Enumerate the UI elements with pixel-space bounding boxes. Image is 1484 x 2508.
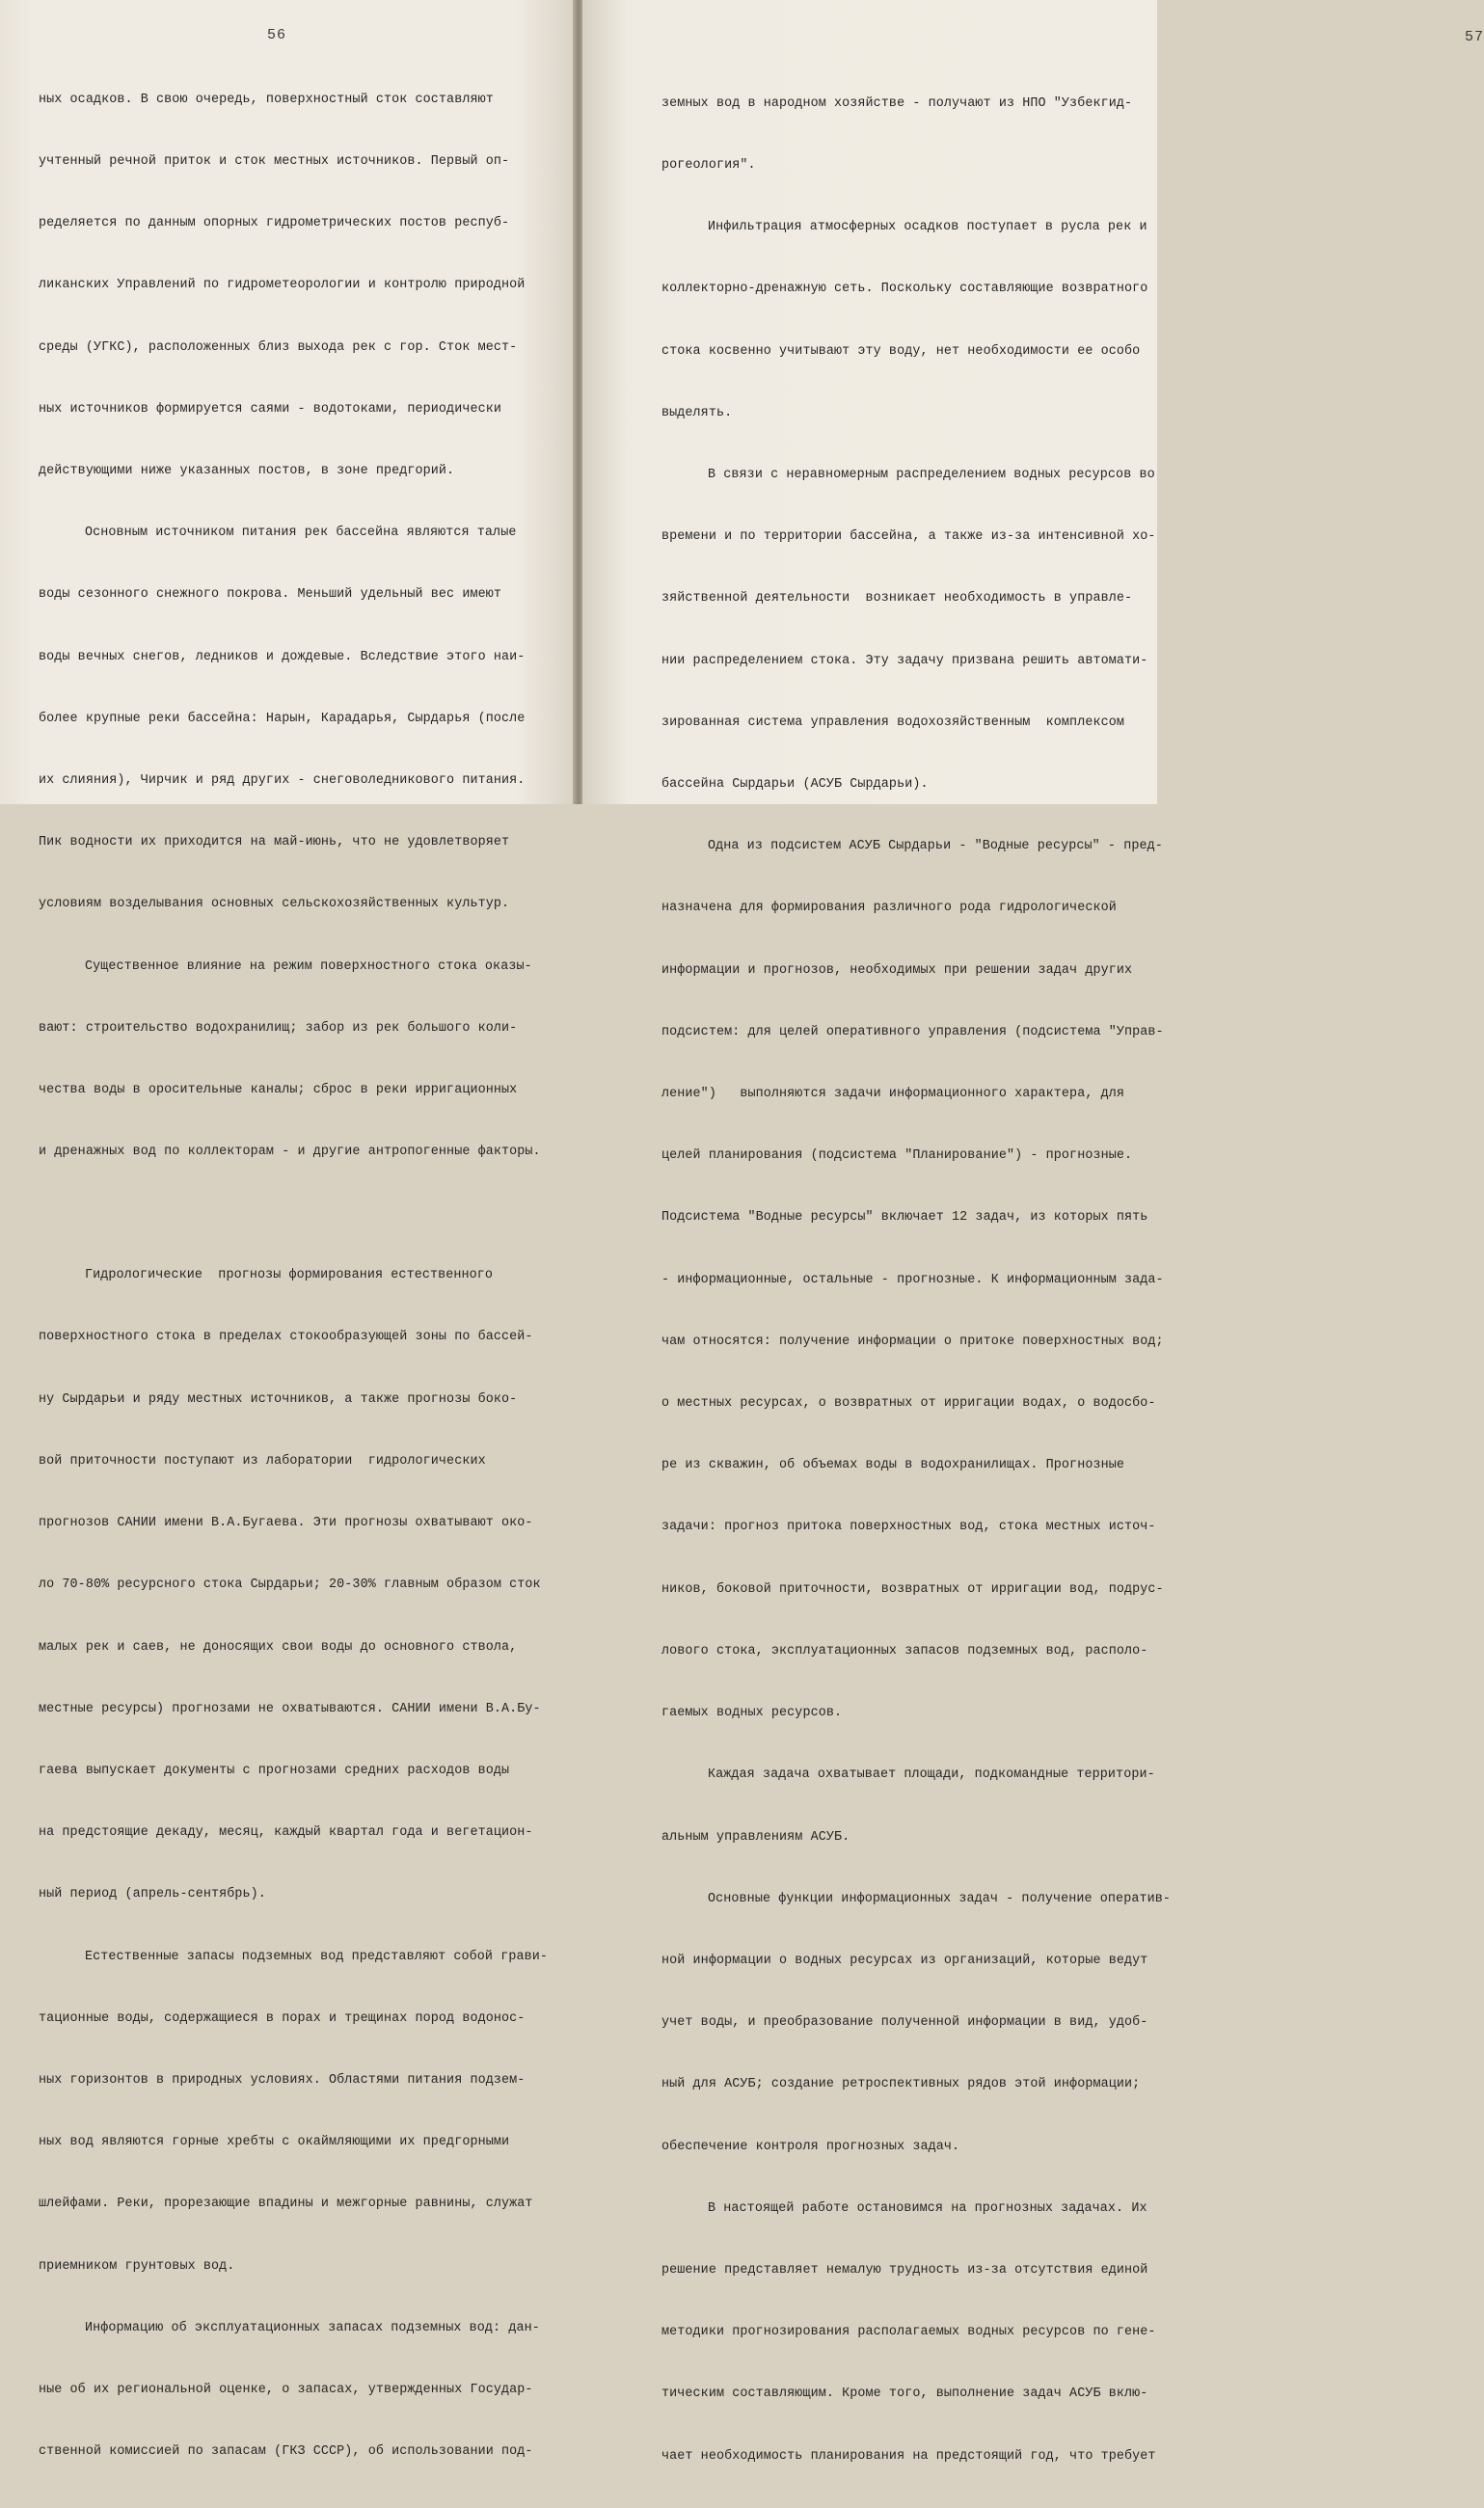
text-line: зированная система управления водохозяйственным комплексом [661, 715, 1125, 730]
text-line: нии распределением стока. Эту задачу призвана решить автомати- [661, 653, 1148, 668]
text-line: ных вод являются горные хребты с окаймляющими их предгорными [39, 2135, 510, 2150]
text-line: В связи с неравномерным распределением водных ресурсов во [708, 468, 1155, 483]
text-line: ределяется по данным опорных гидрометрических постов респуб- [39, 216, 510, 231]
text-line: Информацию об эксплуатационных запасах подземных вод: дан- [85, 2320, 540, 2335]
text-line: В настоящей работе остановимся на прогнозных задачах. Их [708, 2200, 1147, 2216]
text-line: вают: строительство водохранилищ; забор из рек большого коли- [39, 1020, 518, 1036]
text-line: коллекторно-дренажную сеть. Поскольку составляющие возвратного [661, 282, 1148, 297]
text-line: прогнозов САНИИ имени В.А.Бугаева. Эти прогнозы охватывают око- [39, 1516, 533, 1531]
text-line: ный период (апрель-сентябрь). [39, 1887, 266, 1902]
right-page [582, 0, 1484, 2464]
text-line: - информационные, остальные - прогнозные. К информационным зада- [661, 1272, 1164, 1287]
text-line: ственной комиссией по запасам (ГКЗ СССР), об использовании под- [39, 2444, 533, 2460]
text-line: ление") выполняются задачи информационного характера, для [661, 1087, 1125, 1102]
text-line: и дренажных вод по коллекторам - и другие антропогенные факторы. [39, 1145, 541, 1160]
text-line: поверхностного стока в пределах стокообразующей зоны по бассей- [39, 1330, 533, 1345]
text-line: малых рек и саев, не доносящих свои воды до основного ствола, [39, 1639, 518, 1655]
text-line: гаева выпускает документы с прогнозами средних расходов воды [39, 1763, 510, 1778]
text-line: гаемых водных ресурсов. [661, 1706, 843, 1721]
text-line: ре из скважин, об объемах воды в водохранилищах. Прогнозные [661, 1458, 1125, 1473]
text-line: ные об их региональной оценке, о запасах, утвержденных Государ- [39, 2382, 533, 2397]
text-line: Естественные запасы подземных вод представляют собой грави- [85, 1949, 549, 1964]
text-line: местные ресурсы) прогнозами не охватываются. САНИИ имени В.А.Бу- [39, 1701, 541, 1716]
text-line: решение представляет немалую трудность из-за отсутствия единой [661, 2262, 1148, 2278]
text-line: ников, боковой приточности, возвратных от ирригации вод, подрус- [661, 1581, 1164, 1597]
text-line: земных вод в народном хозяйстве - получают из НПО "Узбекгид- [661, 95, 1133, 111]
text-line: учет воды, и преобразование полученной информации в вид, удоб- [661, 2015, 1148, 2031]
page-number: 56 [267, 27, 287, 43]
text-line: на предстоящие декаду, месяц, каждый квартал года и вегетацион- [39, 1825, 533, 1841]
text-line: ных источников формируется саями - водотоками, периодически [39, 401, 502, 417]
text-line: среды (УГКС), расположенных близ выхода рек с гор. Сток мест- [39, 339, 518, 355]
page-number: 57 [1465, 29, 1484, 45]
text-line: ло 70-80% ресурсного стока Сырдарьи; 20-30% главным образом сток [39, 1578, 541, 1593]
text-line: воды сезонного снежного покрова. Меньший удельный вес имеют [39, 587, 502, 603]
text-line: Гидрологические прогнозы формирования естественного [85, 1268, 494, 1283]
text-line: Подсистема "Водные ресурсы" включает 12 задач, из которых пять [661, 1210, 1148, 1226]
text-line: Каждая задача охватывает площади, подкомандные территори- [708, 1767, 1155, 1783]
text-line: ный для АСУБ; создание ретроспективных рядов этой информации; [661, 2077, 1141, 2092]
text-line: задачи: прогноз притока поверхностных вод, стока местных источ- [661, 1520, 1156, 1535]
text-line: обеспечение контроля прогнозных задач. [661, 2139, 960, 2154]
text-line: целей планирования (подсистема "Планирование") - прогнозные. [661, 1148, 1133, 1164]
text-line: Пик водности их приходится на май-июнь, что не удовлетворяет [39, 835, 510, 850]
text-line: стока косвенно учитывают эту воду, нет необходимости ее особо [661, 343, 1141, 359]
text-line: альным управлениям АСУБ. [661, 1829, 850, 1845]
text-line: выделять. [661, 405, 733, 420]
text-line: тическим составляющим. Кроме того, выполнение задач АСУБ вклю- [661, 2387, 1148, 2402]
text-line: воды вечных снегов, ледников и дождевые. Вследствие этого наи- [39, 649, 526, 664]
text-line: о местных ресурсах, о возвратных от ирригации водах, о водосбо- [661, 1396, 1156, 1412]
text-line: условиям возделывания основных сельскохозяйственных культур. [39, 897, 510, 912]
page-text [661, 52, 1171, 2508]
text-line: чества воды в оросительные каналы; сброс в реки ирригационных [39, 1083, 518, 1098]
text-line: действующими ниже указанных постов, в зоне предгорий. [39, 464, 455, 479]
text-line: лового стока, эксплуатационных запасов подземных вод, располо- [661, 1643, 1148, 1659]
text-line: учтенный речной приток и сток местных источников. Первый оп- [39, 154, 510, 170]
text-line: Инфильтрация атмосферных осадков поступает в русла рек и [708, 220, 1147, 235]
text-line: приемником грунтовых вод. [39, 2258, 235, 2274]
text-line: подсистем: для целей оперативного управления (подсистема "Управ- [661, 1024, 1164, 1039]
page-text [39, 48, 548, 2503]
text-line: ных осадков. В свою очередь, поверхностный сток составляют [39, 92, 494, 107]
text-line: информации и прогнозов, необходимых при решении задач других [661, 962, 1133, 978]
text-line: бассейна Сырдарьи (АСУБ Сырдарьи). [661, 777, 929, 793]
text-line: методики прогнозирования располагаемых водных ресурсов по гене- [661, 2325, 1156, 2340]
text-line: зяйственной деятельности возникает необходимость в управле- [661, 591, 1133, 607]
paragraph-gap [39, 1203, 548, 1224]
text-line: времени и по территории бассейна, а также из-за интенсивной хо- [661, 529, 1156, 545]
text-line: назначена для формирования различного рода гидрологической [661, 901, 1117, 916]
text-line: рогеология". [661, 158, 756, 174]
text-line: вой приточности поступают из лаборатории гидрологических [39, 1453, 486, 1469]
text-line: Основные функции информационных задач - получение оператив- [708, 1891, 1172, 1906]
text-line: чает необходимость планирования на предстоящий год, что требует [661, 2448, 1156, 2464]
left-page [0, 0, 575, 2460]
text-line: шлейфами. Реки, прорезающие впадины и межгорные равнины, служат [39, 2197, 533, 2212]
text-line: их слияния), Чирчик и ряд других - снеговоледникового питания. [39, 773, 526, 789]
text-line: Основным источником питания рек бассейна являются талые [85, 526, 517, 541]
text-line: ну Сырдарьи и ряду местных источников, а также прогнозы боко- [39, 1391, 518, 1407]
text-line: Существенное влияние на режим поверхностного стока оказы- [85, 958, 532, 974]
text-line: тационные воды, содержащиеся в порах и трещинах пород водонос- [39, 2010, 526, 2026]
text-line: ликанских Управлений по гидрометеорологии и контролю природной [39, 278, 526, 293]
text-line: более крупные реки бассейна: Нарын, Карадарья, Сырдарья (после [39, 711, 526, 726]
text-line: ной информации о водных ресурсах из организаций, которые ведут [661, 1953, 1148, 1968]
text-line: ных горизонтов в природных условиях. Областями питания подзем- [39, 2072, 526, 2088]
text-line: чам относятся: получение информации о притоке поверхностных вод; [661, 1334, 1164, 1349]
text-line: Одна из подсистем АСУБ Сырдарьи - "Водные ресурсы" - пред- [708, 839, 1163, 854]
